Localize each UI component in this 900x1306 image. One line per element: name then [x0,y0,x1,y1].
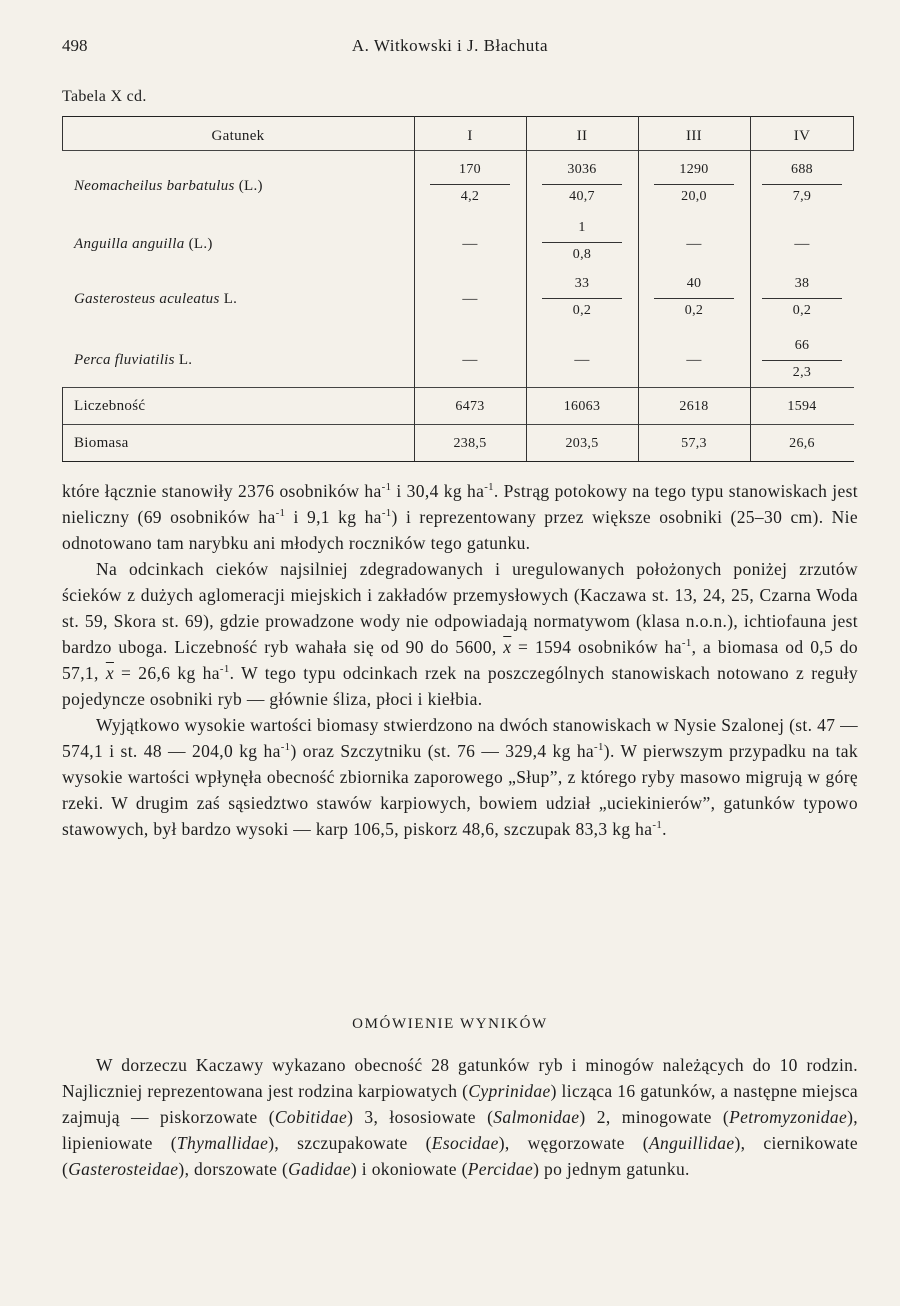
fraction-bar [762,298,842,299]
count-value: 3036 [567,162,597,177]
empty-value: — [462,291,478,307]
count-value: 1 [578,220,586,235]
empty-value: — [794,236,810,252]
table-caption: Tabela X cd. [62,88,147,105]
abundance-total: 16063 [563,399,601,414]
biomass-total: 238,5 [453,436,487,451]
biomass-total: 26,6 [789,436,815,451]
summary-label-abundance: Liczebność [74,398,146,414]
table-bottom-rule [62,461,854,462]
page-number: 498 [62,36,88,55]
biomass-value: 7,9 [792,189,812,204]
count-value: 688 [791,162,813,177]
fraction-bar [654,184,734,185]
empty-value: — [574,352,590,368]
table-col-rule [414,116,415,461]
count-value: 38 [794,276,810,291]
fraction-bar [430,184,510,185]
abundance-total: 2618 [679,399,709,414]
fraction-bar [542,242,622,243]
count-value: 66 [794,338,810,353]
species-name: Anguilla anguilla (L.) [74,236,213,252]
paragraph: Wyjątkowo wysokie wartości biomasy stwierdzono na dwóch stanowiskach w Nysie Szalonej (st. 47 — 574,1 i st. 48 — 204,0 kg $ha^{-1}$) oraz Szczytniku (st. 76 — 329,4 kg $ha^{-1}$). W pierwszym przypadku na tak wysokie wartości wpłynęła obecność zbiornika zaporowego „Słup”, z którego ryby masowo migrują w górę rzeki. W drugim zaś sąsiedztwo stawów karpiowych, bowiem udział „uciekinierów”, gatunków typowo stawowych, był bardzo wysoki — karp 106,5, piskorz 48,6, szczupak 83,3 kg $ha^{-1}$. [62,715,858,839]
body-text-upper [62,478,858,842]
count-value: 40 [686,276,702,291]
biomass-value: 0,8 [572,247,592,262]
table-summary-rule [62,424,854,425]
fraction-bar [762,360,842,361]
table-col-rule [750,116,751,461]
section-heading: OMÓWIENIE WYNIKÓW [352,1016,548,1032]
paragraph: W dorzeczu Kaczawy wykazano obecność 28 gatunków ryb i minogów należących do 10 rodzin. Najliczniej reprezentowana jest rodzina karpiowatych (Cyprinidae) licząca 16 gatunków, a następne miejsca zajmują — piskorzowate (Cobitidae) 3, łososiowate (Salmonidae) 2, minogowate (Petromyzonidae), lipieniowate (Thymallidae), szczupakowate (Esocidae), węgorzowate (Anguillidae), ciernikowate (Gasterosteidae), dorszowate (Gadidae) i okoniowate (Percidae) po jednym gatunku. [62,1055,858,1179]
species-name: Neomacheilus barbatulus (L.) [74,178,263,194]
column-header-site-2: II [576,128,588,144]
empty-value: — [686,352,702,368]
biomass-total: 203,5 [565,436,599,451]
count-value: 170 [459,162,481,177]
abundance-total: 1594 [787,399,817,414]
table-header-rule [62,150,854,151]
biomass-value: 0,2 [792,303,812,318]
column-header-site-3: III [686,128,702,144]
running-head: A. Witkowski i J. Błachuta [351,36,549,55]
body-text-lower [62,1052,858,1182]
fraction-bar [542,184,622,185]
column-header-species: Gatunek [211,128,265,144]
count-value: 33 [574,276,590,291]
count-value: 1290 [679,162,709,177]
fraction-bar [762,184,842,185]
biomass-value: 40,7 [569,189,595,204]
column-header-site-1: I [467,128,473,144]
biomass-value: 0,2 [572,303,592,318]
fraction-bar [542,298,622,299]
paragraph: które łącznie stanowiły 2376 osobników $ha^{-1}$ i 30,4 kg $ha^{-1}$. Pstrąg potokowy na tego typu stanowiskach jest nieliczny (69 osobników $ha^{-1}$ i 9,1 kg $ha^{-1}$) i reprezentowany przez większe osobniki (25–30 cm). Nie odnotowano tam narybku ani młodych roczników tego gatunku. [62,481,858,553]
biomass-value: 0,2 [684,303,704,318]
table-top-rule [62,116,854,117]
column-header-site-4: IV [793,128,811,144]
biomass-value: 2,3 [792,365,812,380]
empty-value: — [686,236,702,252]
empty-value: — [462,236,478,252]
biomass-value: 4,2 [460,189,480,204]
biomass-value: 20,0 [681,189,707,204]
paragraph: Na odcinkach cieków najsilniej zdegradowanych i uregulowanych położonych poniżej zrzutów ścieków z dużych aglomeracji miejskich i zakładów przemysłowych (Kaczawa st. 13, 24, 25, Czarna Woda st. 59, Skora st. 69), gdzie prowadzone wody nie odpowiadają normatywom (klasa n.o.n.), ichtiofauna jest bardzo uboga. Liczebność ryb wahała się od 90 do 5600, $\overline{x} = 1594$ osobników $ha^{-1}$, a biomasa od 0,5 do 57,1, $\overline{x} = 26,6$ kg $ha^{-1}$. W tego typu odcinkach rzek na poszczególnych stanowiskach notowano z reguły pojedyncze osobniki ryb — głównie śliza, płoci i kiełbia. [62,559,859,709]
abundance-total: 6473 [455,399,485,414]
table-left-rule [62,387,63,461]
fraction-bar [654,298,734,299]
table-col-rule [526,116,527,461]
species-name: Perca fluviatilis L. [74,352,193,368]
biomass-total: 57,3 [681,436,707,451]
summary-label-biomass: Biomasa [74,435,129,451]
table-species-end-rule [62,387,854,388]
data-table [62,116,854,462]
species-name: Gasterosteus aculeatus L. [74,291,238,307]
empty-value: — [462,352,478,368]
table-col-rule [638,116,639,461]
